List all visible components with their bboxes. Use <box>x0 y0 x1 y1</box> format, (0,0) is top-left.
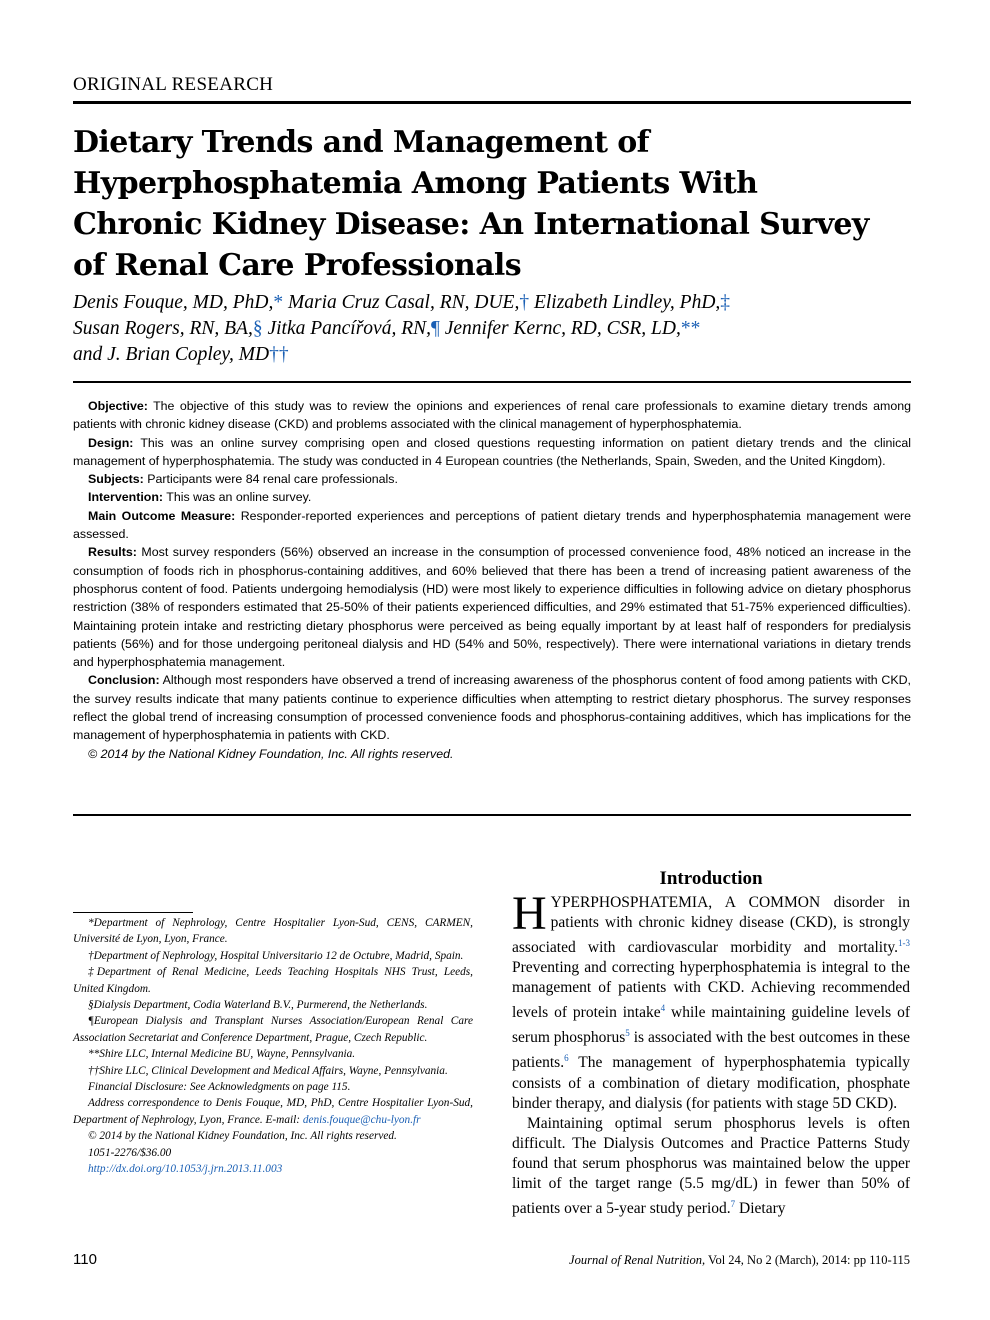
subjects-text: Participants were 84 renal care professionals. <box>147 472 398 487</box>
intro-text: YPERPHOSPHATEMIA, A COMMON disorder in patients with chronic kidney disease (CKD), is strongly associated with cardiovascular morbidity and mortality. <box>512 894 910 957</box>
footnote: §Dialysis Department, Codia Waterland B.V., Purmerend, the Netherlands. <box>88 999 428 1012</box>
author-name: Jitka Pancířová, RN, <box>267 318 431 339</box>
footnote: ‡Department of Renal Medicine, Leeds Teaching Hospitals NHS Trust, Leeds, United Kingdom. <box>73 966 473 995</box>
results-label: Results: <box>88 545 137 560</box>
abstract-objective <box>73 397 911 434</box>
author-name: Maria Cruz Casal, RN, DUE, <box>288 292 520 313</box>
affiliation-mark[interactable]: ** <box>680 318 701 339</box>
footnote: ††Shire LLC, Clinical Development and Medical Affairs, Wayne, Pennsylvania. <box>88 1064 448 1077</box>
affiliation-mark[interactable]: ¶ <box>431 318 440 339</box>
abstract <box>73 397 911 763</box>
author-name: and J. Brian Copley, MD <box>73 344 270 365</box>
affiliation-mark[interactable]: ‡ <box>720 292 731 313</box>
correspondence-text: Address correspondence to Denis Fouque, MD, PhD, Centre Hospitalier Lyon-Sud, Department of Nephrology, Lyon, France. E-mail: <box>73 1097 473 1126</box>
journal-issue: Vol 24, No 2 (March), 2014: pp 110-115 <box>705 1253 910 1267</box>
footnote: ¶European Dialysis and Transplant Nurses Association/European Renal Care Association Secretariat and Conference Department, Prague, Czech Republic. <box>73 1015 473 1044</box>
author-name: Jennifer Kernc, RD, CSR, LD, <box>444 318 681 339</box>
intro-text: The management of hyperphosphatemia typically consists of a combination of dietary modification, phosphate binder therapy, and dialysis (for patients with stage 5D CKD). <box>512 1054 910 1112</box>
drop-cap: H <box>512 887 547 940</box>
author-list <box>73 290 911 368</box>
footnotes <box>73 912 473 1178</box>
conclusion-text: Although most responders have observed a trend of increasing awareness of the phosphorus content of food among patients with CKD, the survey results indicate that many patients continue to experience difficulties when attempting to restrict dietary phosphorus. The survey responses reflect the global trend of increasing consumption of processed convenience foods and phosphorus-containing additives, which has implications for the management of hyperphosphatemia in patients with CKD. <box>73 673 911 743</box>
objective-label: Objective: <box>88 399 148 413</box>
page-number: 110 <box>73 1251 97 1268</box>
intro-text: Maintaining optimal serum phosphorus levels is often difficult. The Dialysis Outcomes and Practice Patterns Study found that serum phosphorus was maintained below the upper limit of the target range (5.5 mg/dL) in fewer than 50% of patients over a 5-year study period. <box>512 1114 910 1217</box>
abstract-intervention <box>73 488 911 506</box>
introduction-body <box>512 887 910 1219</box>
design-label: Design: <box>88 435 134 450</box>
intro-text: Dietary <box>735 1199 786 1217</box>
journal-name: Journal of Renal Nutrition, <box>569 1253 706 1267</box>
doi-link[interactable]: http://dx.doi.org/10.1053/j.jrn.2013.11.003 <box>88 1163 283 1176</box>
intervention-label: Intervention: <box>88 490 164 505</box>
journal-citation <box>569 1253 910 1268</box>
intro-paragraph <box>512 887 910 1114</box>
objective-text: The objective of this study was to review the opinions and experiences of renal care professionals to examine dietary trends among patients with chronic kidney disease (CKD) and problems associated with the clinical management of hyperphosphatemia. <box>73 399 911 432</box>
issn-price: 1051-2276/$36.00 <box>88 1146 172 1159</box>
article-title: Dietary Trends and Management of Hyperphosphatemia Among Patients With Chronic Kidney Disease: An International Survey of Renal Care Professionals <box>73 125 869 283</box>
correspondence <box>73 1095 473 1128</box>
affiliation-mark[interactable]: * <box>273 292 284 313</box>
affiliation-mark[interactable]: †† <box>269 344 289 365</box>
intro-text: Preventing and correcting hyperphosphatemia is integral to the management of patients with CKD. Achieving recommended levels of protein intake <box>512 959 910 1022</box>
footnote: **Shire LLC, Internal Medicine BU, Wayne, Pennsylvania. <box>88 1048 356 1061</box>
abstract-outcome <box>73 507 911 544</box>
reference-link[interactable]: 6 <box>564 1053 569 1064</box>
abstract-bottom-rule <box>73 814 911 816</box>
abstract-design <box>73 434 911 471</box>
abstract-conclusion <box>73 671 911 744</box>
author-name: Denis Fouque, MD, PhD, <box>73 292 274 313</box>
intro-text: while maintaining guideline levels of serum phosphorus <box>512 1004 910 1047</box>
footnote: Financial Disclosure: See Acknowledgments on page 115. <box>88 1081 351 1094</box>
author-name: Elizabeth Lindley, PhD, <box>533 292 721 313</box>
abstract-top-rule <box>73 381 911 383</box>
intervention-text: This was an online survey. <box>166 490 312 505</box>
intro-paragraph <box>512 1114 910 1219</box>
footnote: *Department of Nephrology, Centre Hospitalier Lyon-Sud, CENS, CARMEN, Université de Lyon, Lyon, France. <box>73 917 473 946</box>
reference-link[interactable]: 7 <box>730 1198 736 1209</box>
design-text: This was an online survey comprising open and closed questions requesting information on patient dietary trends and the clinical management of hyperphosphatemia. The study was conducted in 4 European countries (the Netherlands, Spain, Sweden, and the United Kingdom). <box>73 435 912 468</box>
abstract-results <box>73 543 911 671</box>
footnote: †Department of Nephrology, Hospital Universitario 12 de Octubre, Madrid, Spain. <box>88 949 464 962</box>
outcome-label: Main Outcome Measure: <box>88 508 236 523</box>
copyright-line: © 2014 by the National Kidney Foundation, Inc. All rights reserved. <box>88 1130 397 1143</box>
reference-link[interactable]: 4 <box>660 1003 666 1014</box>
conclusion-label: Conclusion: <box>88 673 160 688</box>
reference-link[interactable]: 5 <box>625 1028 630 1039</box>
intro-text: is associated with the best outcomes in these patients. <box>512 1029 910 1072</box>
email-link[interactable]: denis.fouque@chu-lyon.fr <box>302 1113 421 1126</box>
abstract-copyright: © 2014 by the National Kidney Foundation, Inc. All rights reserved. <box>88 746 454 761</box>
affiliation-mark[interactable]: † <box>519 292 530 313</box>
footnote-separator <box>73 912 193 913</box>
outcome-text: Responder-reported experiences and perceptions of patient dietary trends and hyperphosphatemia management were assessed. <box>73 508 912 542</box>
header-rule <box>73 101 911 104</box>
reference-link[interactable]: 1-3 <box>898 938 910 948</box>
introduction-heading: Introduction <box>659 868 763 889</box>
author-name: Susan Rogers, RN, BA, <box>73 318 253 339</box>
subjects-label: Subjects: <box>88 472 144 487</box>
abstract-subjects <box>73 470 911 488</box>
results-text: Most survey responders (56%) observed an increase in the consumption of processed convenience food, 48% noticed an increase in the consumption of foods rich in phosphorus-containing additives, and 60% believed that there has been a trend of increasing patient awareness of the phosphorus content of food. Patients undergoing hemodialysis (HD) were most likely to experience difficulties in following advice on dietary phosphorus restriction (38% of responders estimated that 25-50% of their patients experienced difficulties, and 29% estimated that 51-75% experienced difficulties). Maintaining protein intake and restricting dietary phosphorus were perceived as being equally important by at least half of responders for predialysis patients (56%) and for those undergoing peritoneal dialysis and HD (54% and 50%, respectively). There were international variations in dietary trends and hyperphosphatemia management. <box>73 545 911 670</box>
affiliation-mark[interactable]: § <box>252 318 263 339</box>
section-label: ORIGINAL RESEARCH <box>73 74 274 95</box>
